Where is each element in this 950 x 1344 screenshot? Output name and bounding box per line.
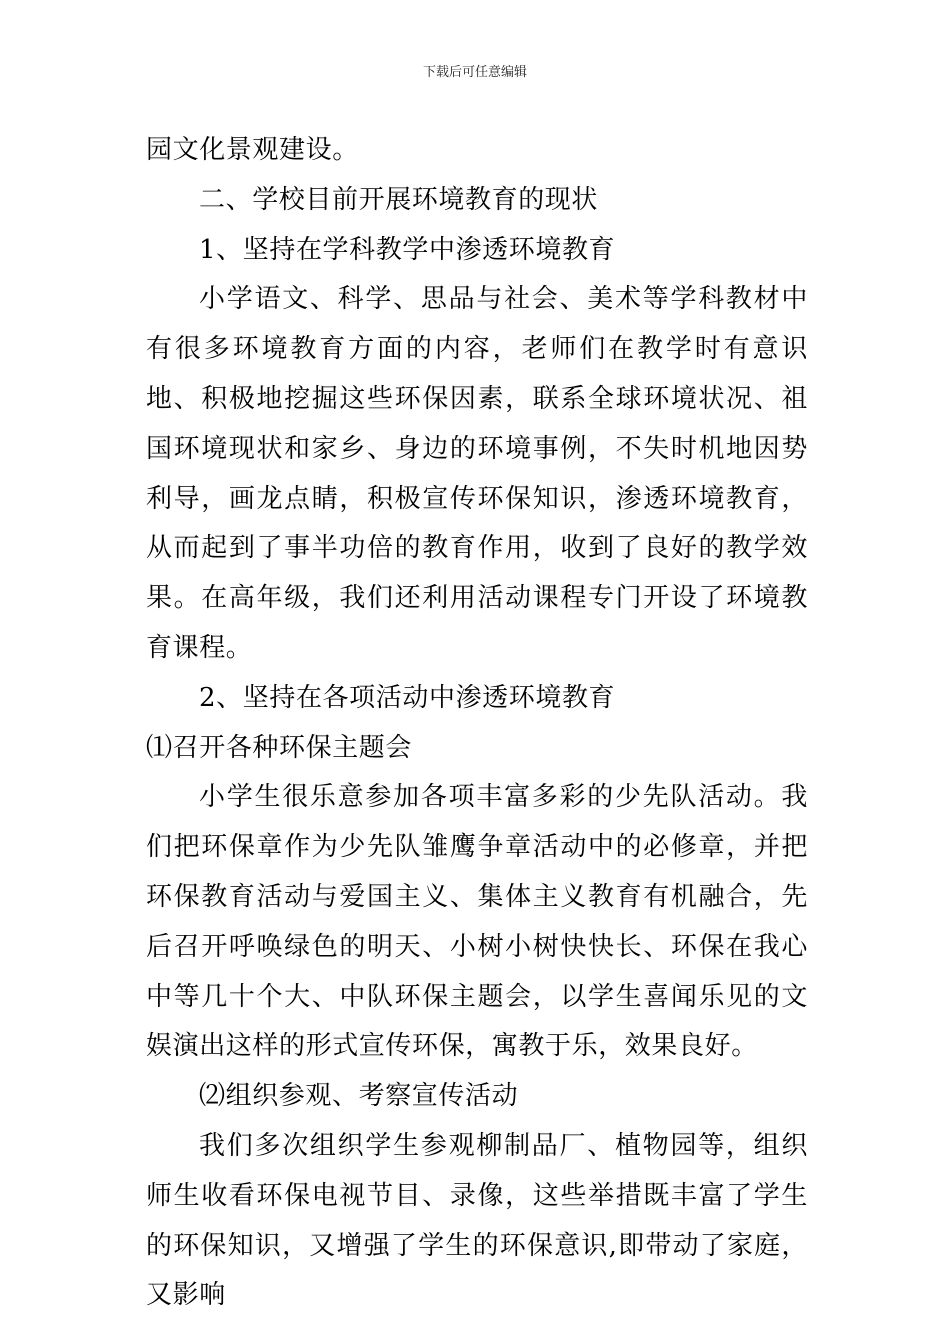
document-body [146,126,808,1321]
paragraph-subject-teaching: 小学语文、科学、思品与社会、美术等学科教材中有很多环境教育方面的内容，老师们在教学时有意识地、积极地挖掘这些环保因素，联系全球环境状况、祖国环境现状和家乡、身边的环境事例，不失时机地因势利导，画龙点睛，积极宣传环保知识，渗透环境教育，从而起到了事半功倍的教育作用，收到了良好的教学效果。在高年级，我们还利用活动课程专门开设了环境教育课程。 [146,284,808,663]
section-heading-current-status: 二、学校目前开展环境教育的现状 [199,184,599,215]
subheading-activities: 2、坚持在各项活动中渗透环境教育 [199,682,616,713]
paragraph-theme-meetings: 小学生很乐意参加各项丰富多彩的少先队活动。我们把环保章作为少先队雏鹰争章活动中的必修章，并把环保教育活动与爱国主义、集体主义教育有机融合，先后召开呼唤绿色的明天、小树小树快快长、环保在我心中等几十个大、中队环保主题会，以学生喜闻乐见的文娱演出这样的形式宣传环保，寓教于乐，效果良好。 [146,782,808,1062]
subheading-subject-teaching: 1、坚持在学科教学中渗透环境教育 [199,234,616,265]
paragraph-visits: 我们多次组织学生参观柳制品厂、植物园等，组织师生收看环保电视节目、录像，这些举措既丰富了学生的环保知识，又增强了学生的环保意识,即带动了家庭，又影响 [146,1130,808,1311]
page-header-note: 下载后可任意编辑 [422,65,527,80]
subheading-visits: ⑵组织参观、考察宣传活动 [199,1081,519,1112]
subheading-theme-meetings: ⑴召开各种环保主题会 [146,732,413,763]
paragraph-continuation: 园文化景观建设。 [146,135,359,165]
